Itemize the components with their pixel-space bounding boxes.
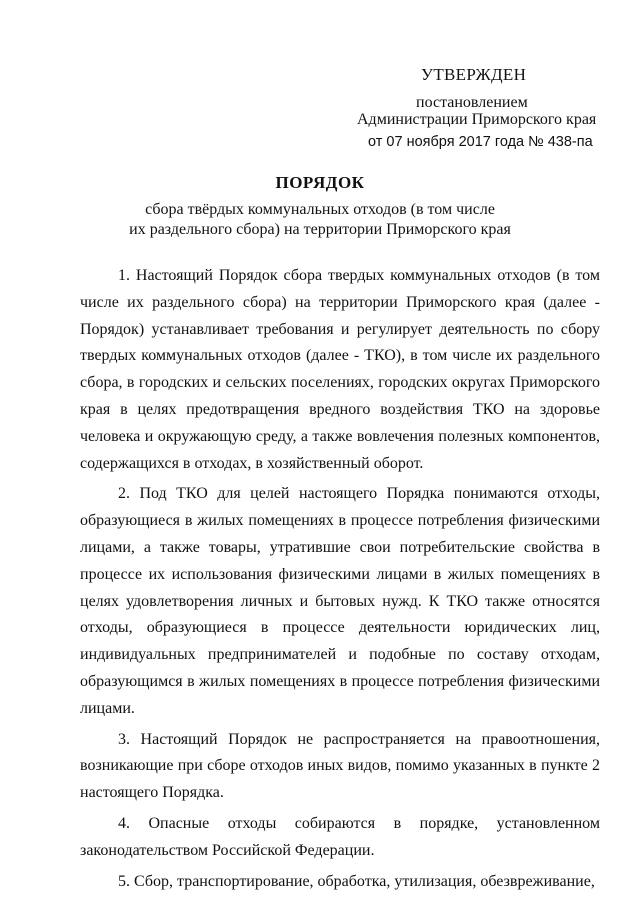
subtitle-line-1: сбора твёрдых коммунальных отходов (в том числе — [145, 201, 495, 218]
approval-line-administration: Администрации Приморского края — [357, 111, 597, 128]
paragraph-1: 1. Настоящий Порядок сбора твердых коммунальных отходов (в том числе их раздельного сбора) на территории Приморского края (далее - Порядок) устанавливает требования и регулирует деятельность по сбору твердых коммунальных отходов (далее - ТКО), в том числе их раздельного сбора, в городских и сельских поселениях, городских округах Приморского края в целях предотвращения вредного воздействия ТКО на здоровье человека и окружающую среду, а также вовлечения полезных компонентов, содержащихся в отходах, в хозяйственный оборот. — [80, 267, 600, 472]
document-title: ПОРЯДОК — [275, 173, 365, 192]
paragraph-5: 5. Сбор, транспортирование, обработка, утилизация, обезвреживание, — [118, 872, 595, 890]
paragraph-2: 2. Под ТКО для целей настоящего Порядка понимаются отходы, образующиеся в жилых помещениях в процессе потребления физическими лицами, а также товары, утратившие свои потребительские свойства в процессе их использования физическими лицами в жилых помещениях в целях удовлетворения личных и бытовых нужд. К ТКО также относятся отходы, образующиеся в процессе деятельности юридических лиц, индивидуальных предпринимателей и подобные по составу отходам, образующимся в жилых помещениях в процессе потребления физическими лицами. — [80, 485, 600, 717]
paragraph-3: 3. Настоящий Порядок не распространяется на правоотношения, возникающие при сборе отходов иных видов, помимо указанных в пункте 2 настоящего Порядка. — [80, 730, 600, 802]
approval-line-decree: постановлением — [416, 94, 528, 111]
document-subtitle — [120, 200, 520, 240]
paragraph-4: 4. Опасные отходы собираются в порядке, установленном законодательством Российской Федерации. — [80, 814, 600, 859]
subtitle-line-2: их раздельного сбора) на территории Приморского края — [129, 221, 511, 238]
approval-title: УТВЕРЖДЕН — [421, 65, 527, 84]
document-body — [80, 263, 600, 899]
approval-line-date-number: от 07 ноября 2017 года № 438-па — [368, 134, 593, 150]
